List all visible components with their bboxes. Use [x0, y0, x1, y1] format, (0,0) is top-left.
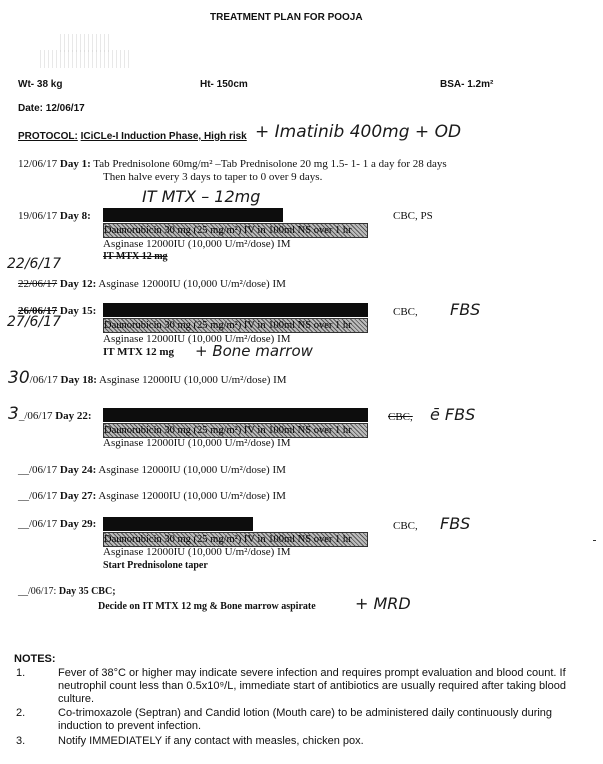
entry-drug: Asginase 12000IU (10,000 U/m²/dose) IM: [99, 374, 287, 386]
note-number: 2.: [16, 707, 26, 719]
protocol-line: [18, 131, 247, 142]
entry-drug-struck: IT MTX 12 mg: [103, 251, 168, 262]
redaction-bar: [103, 517, 253, 531]
note-number: 3.: [16, 735, 26, 747]
protocol-label: PROTOCOL:: [18, 131, 78, 142]
handwritten-date: 27/6/17: [7, 314, 61, 330]
bsa: BSA- 1.2m²: [440, 79, 494, 90]
entry-day18: [8, 368, 287, 388]
entry-drug: Decide on IT MTX 12 mg & Bone marrow aspirate: [98, 601, 316, 612]
entry-date-hand: 30: [8, 368, 30, 388]
note-text: Co-trimoxazole (Septran) and Candid lotion (Mouth care) to be administered daily continuously during induction to prevent infection.: [58, 707, 553, 732]
handwritten-fbs: ē FBS: [430, 405, 476, 424]
entry-drug: Asginase 12000IU (10,000 U/m²/dose) IM: [103, 437, 291, 449]
entry-tests: CBC;: [91, 586, 116, 597]
entry-date: __/06/17: [18, 518, 58, 530]
entry-day: Day 27:: [59, 490, 97, 502]
entry-date: /06/17: [29, 374, 58, 386]
entry-tests: CBC,: [393, 520, 418, 532]
notes-heading: NOTES:: [14, 653, 56, 665]
hatched-drug-line: Daunorubicin 30 mg (25 mg/m²) IV in 100ml NS over 1 hr: [103, 223, 368, 238]
redaction-bar: [103, 408, 368, 422]
handwritten-fbs: FBS: [450, 300, 481, 319]
entry-day: Day 35: [58, 586, 89, 597]
entry-day24: [18, 464, 286, 476]
entry-day: Day 1:: [59, 158, 91, 170]
scan-noise: [60, 34, 110, 52]
entry-drug: Start Prednisolone taper: [103, 560, 208, 571]
entry-drug: Asginase 12000IU (10,000 U/m²/dose) IM: [103, 238, 291, 250]
entry-drug: Asginase 12000IU (10,000 U/m²/dose) IM: [98, 490, 286, 502]
protocol-value: ICiCLe-I Induction Phase, High risk: [80, 131, 247, 142]
entry-day1: [18, 158, 447, 170]
hatched-drug-line: Daunorubicin 30 mg (25 mg/m²) IV in 100ml NS over 1 hr: [103, 318, 368, 333]
entry-drug: Asginase 12000IU (10,000 U/m²/dose) IM: [103, 546, 291, 558]
entry-drug: Asginase 12000IU (10,000 U/m²/dose) IM: [98, 278, 286, 290]
entry-date-hand: 3: [8, 404, 19, 424]
entry-date: 26/06/17: [18, 305, 58, 317]
entry-day: Day 12:: [59, 278, 97, 290]
handwritten-mrd: + MRD: [355, 594, 411, 613]
handwritten-date: 22/6/17: [7, 256, 61, 272]
entry-tests: CBC, PS: [393, 210, 433, 222]
stray-mark: [593, 540, 596, 541]
entry-day: Day 8:: [59, 210, 91, 222]
entry-day: Day 18:: [60, 374, 97, 386]
entry-day: Day 15:: [59, 305, 97, 317]
height: Ht- 150cm: [200, 79, 248, 90]
entry-day12: [18, 278, 286, 290]
entry-drug: Tab Prednisolone 60mg/m² –Tab Prednisolone 20 mg 1.5- 1- 1 a day for 28 days: [93, 158, 447, 170]
hatched-drug-line: Daunorubicin 30 mg (25 mg/m²) IV in 100ml NS over 1 hr: [103, 532, 368, 547]
entry-date: __/06/17:: [18, 586, 57, 597]
entry-day27: [18, 490, 286, 502]
handwritten-it-mtx: IT MTX – 12mg: [142, 187, 261, 206]
entry-day: Day 24:: [59, 464, 97, 476]
entry-drug: Asginase 12000IU (10,000 U/m²/dose) IM: [103, 333, 291, 345]
entry-date: 22/06/17: [18, 278, 58, 290]
entry-day: Day 29:: [59, 518, 97, 530]
entry-drug: Asginase 12000IU (10,000 U/m²/dose) IM: [98, 464, 286, 476]
weight: Wt- 38 kg: [18, 79, 63, 90]
entry-day22: [8, 404, 92, 424]
note-number: 1.: [16, 667, 26, 679]
page-title: TREATMENT PLAN FOR POOJA: [210, 12, 363, 23]
entry-tests: CBC,: [393, 306, 418, 318]
handwritten-bone-marrow: + Bone marrow: [195, 342, 313, 360]
entry-day8: [18, 210, 91, 222]
plan-date: Date: 12/06/17: [18, 103, 85, 114]
entry-day: Day 22:: [55, 410, 92, 422]
entry-date: __/06/17: [18, 490, 58, 502]
entry-tests: CBC,: [388, 411, 413, 423]
entry-date: 19/06/17: [18, 210, 58, 222]
entry-day29: [18, 518, 96, 530]
note-text: Fever of 38°C or higher may indicate severe infection and requires prompt evaluation and blood count. If neutrophil count less than 0.5x10⁹/L, immediate start of antibiotics are usually required after taking blood culture.: [58, 667, 566, 705]
entry-drug: IT MTX 12 mg: [103, 346, 174, 358]
redaction-bar: [103, 303, 368, 317]
entry-day1-line2: Then halve every 3 days to taper to 0 over 9 days.: [103, 171, 323, 183]
entry-date: 12/06/17: [18, 158, 58, 170]
scan-noise: [40, 50, 130, 68]
protocol-handwritten: + Imatinib 400mg + OD: [255, 122, 462, 142]
hatched-drug-line: Daunorubicin 30 mg (25 mg/m²) IV in 100ml NS over 1 hr: [103, 423, 368, 438]
note-text: Notify IMMEDIATELY if any contact with measles, chicken pox.: [58, 735, 364, 747]
entry-day35: [18, 586, 116, 597]
entry-date: __/06/17: [18, 464, 58, 476]
handwritten-fbs: FBS: [440, 514, 471, 533]
redaction-bar: [103, 208, 283, 222]
entry-date: _/06/17: [18, 410, 53, 422]
